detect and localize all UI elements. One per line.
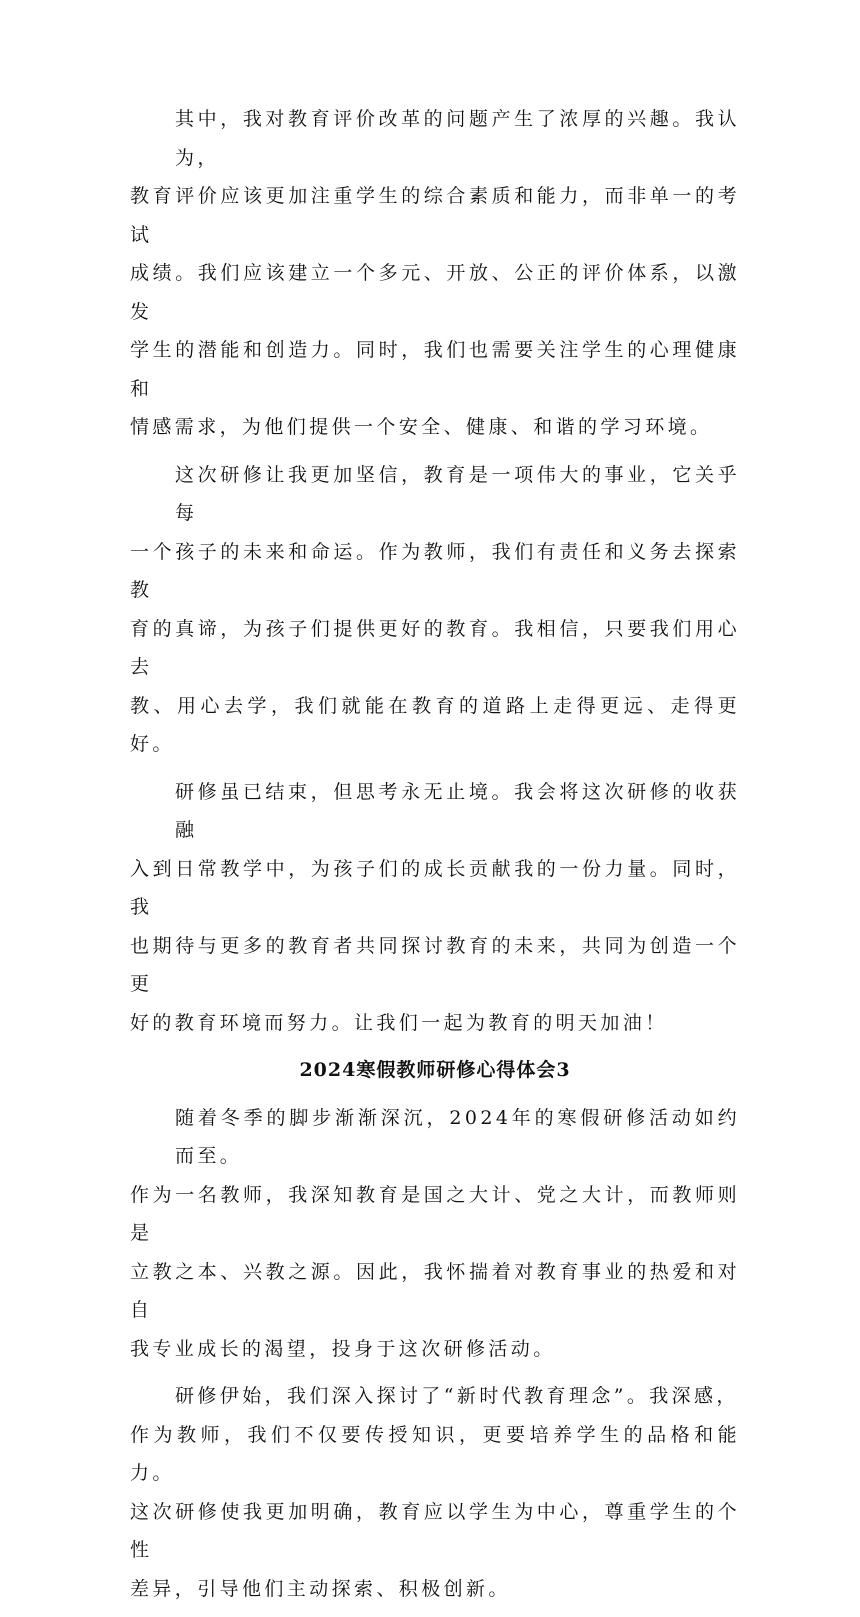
text-line: 情感需求，为他们提供一个安全、健康、和谐的学习环境。 [130,416,713,438]
text-line: 随着冬季的脚步渐渐深沉，2024年的寒假研修活动如约而至。 [175,1106,740,1167]
text-line: 也期待与更多的教育者共同探讨教育的未来，共同为创造一个更 [130,934,740,995]
section-title: 2024寒假教师研修心得体会3 [299,1059,571,1081]
text-line: 学生的潜能和创造力。同时，我们也需要关注学生的心理健康和 [130,339,740,400]
paragraph-evaluation-reform [130,100,740,447]
text-line: 这次研修让我更加坚信，教育是一项伟大的事业，它关乎每 [175,463,740,524]
text-line: 成绩。我们应该建立一个多元、开放、公正的评价体系，以激发 [130,262,740,323]
text-line: 其中，我对教育评价改革的问题产生了浓厚的兴趣。我认为， [175,108,740,169]
text-line: 立教之本、兴教之源。因此，我怀揣着对教育事业的热爱和对自 [130,1260,740,1321]
text-line: 研修伊始，我们深入探讨了“新时代教育理念”。我深感， [175,1385,739,1407]
paragraph-conclusion [130,773,740,1043]
paragraph-education-belief [130,456,740,764]
text-line: 这次研修使我更加明确，教育应以学生为中心，尊重学生的个性 [130,1500,740,1561]
paragraph-winter-training-intro [130,1099,740,1369]
text-line: 作为一名教师，我深知教育是国之大计、党之大计，而教师则是 [130,1183,740,1244]
paragraph-new-era-concept [130,1377,740,1608]
text-line: 育的真谛，为孩子们提供更好的教育。我相信，只要我们用心去 [130,617,740,678]
text-line: 教、用心去学，我们就能在教育的道路上走得更远、走得更好。 [130,694,740,755]
text-line: 差异，引导他们主动探索、积极创新。 [130,1577,511,1600]
text-line: 教育评价应该更加注重学生的综合素质和能力，而非单一的考试 [130,185,740,246]
document-body [130,100,740,1617]
text-line: 研修虽已结束，但思考永无止境。我会将这次研修的收获融 [175,780,740,841]
text-line: 好的教育环境而努力。让我们一起为教育的明天加油！ [130,1011,668,1034]
text-line: 我专业成长的渴望，投身于这次研修活动。 [130,1337,556,1360]
text-line: 作为教师，我们不仅要传授知识，更要培养学生的品格和能力。 [130,1423,740,1484]
text-line: 一个孩子的未来和命运。作为教师，我们有责任和义务去探索教 [130,540,740,601]
text-line: 入到日常教学中，为孩子们的成长贡献我的一份力量。同时，我 [130,857,740,918]
